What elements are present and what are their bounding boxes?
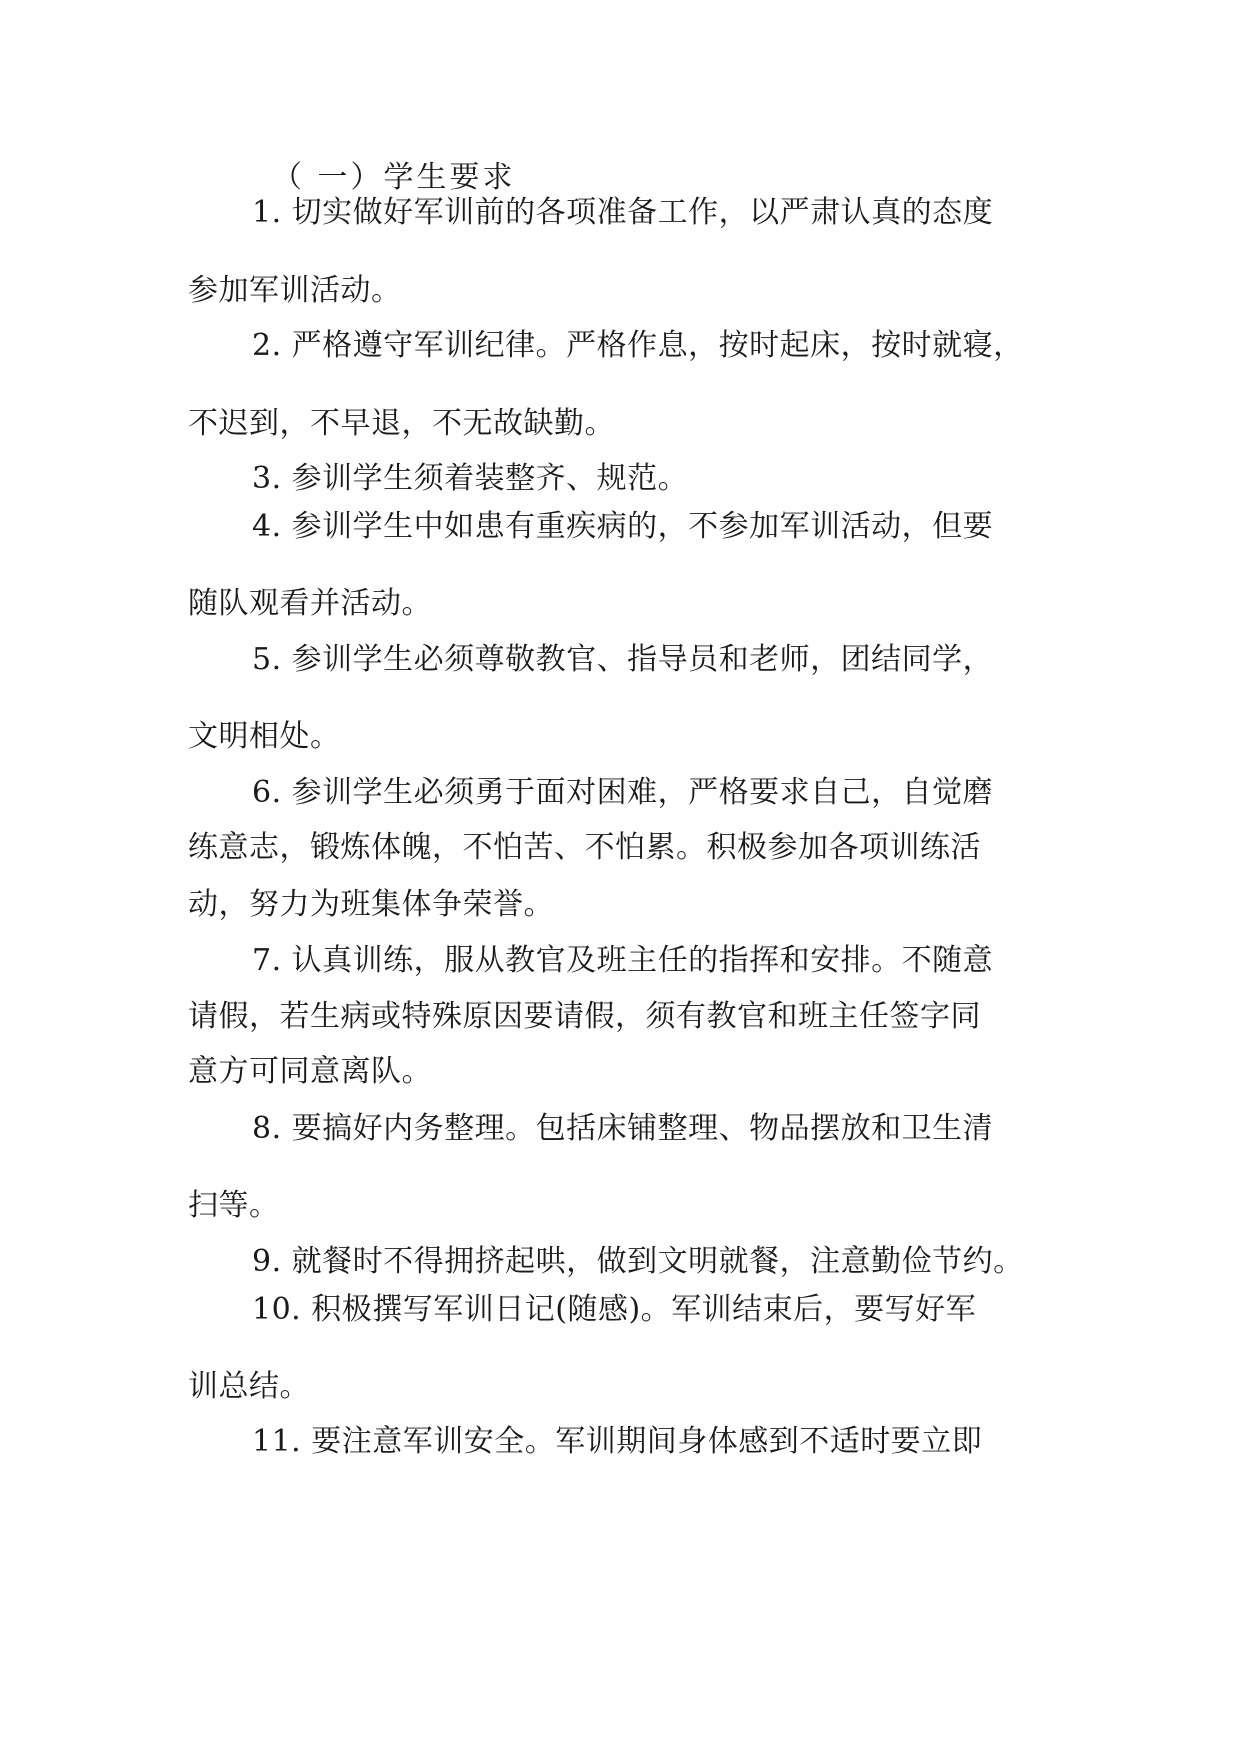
paragraph-line: 2. 严格遵守军训纪律。严格作息，按时起床，按时就寝， bbox=[252, 328, 1024, 363]
paragraph-line: 4. 参训学生中如患有重疾病的，不参加军训活动，但要 bbox=[252, 509, 994, 544]
paragraph-line: 8. 要搞好内务整理。包括床铺整理、物品摆放和卫生清 bbox=[252, 1111, 994, 1146]
paragraph-line: 训总结。 bbox=[188, 1369, 310, 1404]
paragraph-line: 9. 就餐时不得拥挤起哄，做到文明就餐，注意勤俭节约。 bbox=[252, 1244, 1024, 1279]
paragraph-line: 5. 参训学生必须尊敬教官、指导员和老师，团结同学， bbox=[252, 642, 994, 677]
paragraph-line: 不迟到，不早退，不无故缺勤。 bbox=[188, 406, 615, 441]
paragraph-line: 参加军训活动。 bbox=[188, 273, 402, 308]
paragraph-line: 动，努力为班集体争荣誉。 bbox=[188, 887, 554, 922]
paragraph-line: 练意志，锻炼体魄，不怕苦、不怕累。积极参加各项训练活 bbox=[188, 830, 981, 865]
paragraph-line: 3. 参训学生须着装整齐、规范。 bbox=[252, 461, 689, 496]
paragraph-line: 10. 积极撰写军训日记(随感)。军训结束后，要写好军 bbox=[252, 1292, 977, 1327]
paragraph-line: 6. 参训学生必须勇于面对困难，严格要求自己，自觉磨 bbox=[252, 775, 994, 810]
paragraph-line: 文明相处。 bbox=[188, 719, 341, 754]
paragraph-line: 意方可同意离队。 bbox=[188, 1054, 432, 1089]
section-heading: （ 一）学生要求 bbox=[272, 160, 516, 195]
paragraph-line: 随队观看并活动。 bbox=[188, 586, 432, 621]
paragraph-line: 请假，若生病或特殊原因要请假，须有教官和班主任签字同 bbox=[188, 999, 981, 1034]
paragraph-line: 扫等。 bbox=[188, 1188, 280, 1223]
paragraph-line: 7. 认真训练，服从教官及班主任的指挥和安排。不随意 bbox=[252, 943, 994, 978]
paragraph-line: 11. 要注意军训安全。军训期间身体感到不适时要立即 bbox=[252, 1424, 983, 1459]
paragraph-line: 1. 切实做好军训前的各项准备工作，以严肃认真的态度 bbox=[252, 195, 994, 230]
